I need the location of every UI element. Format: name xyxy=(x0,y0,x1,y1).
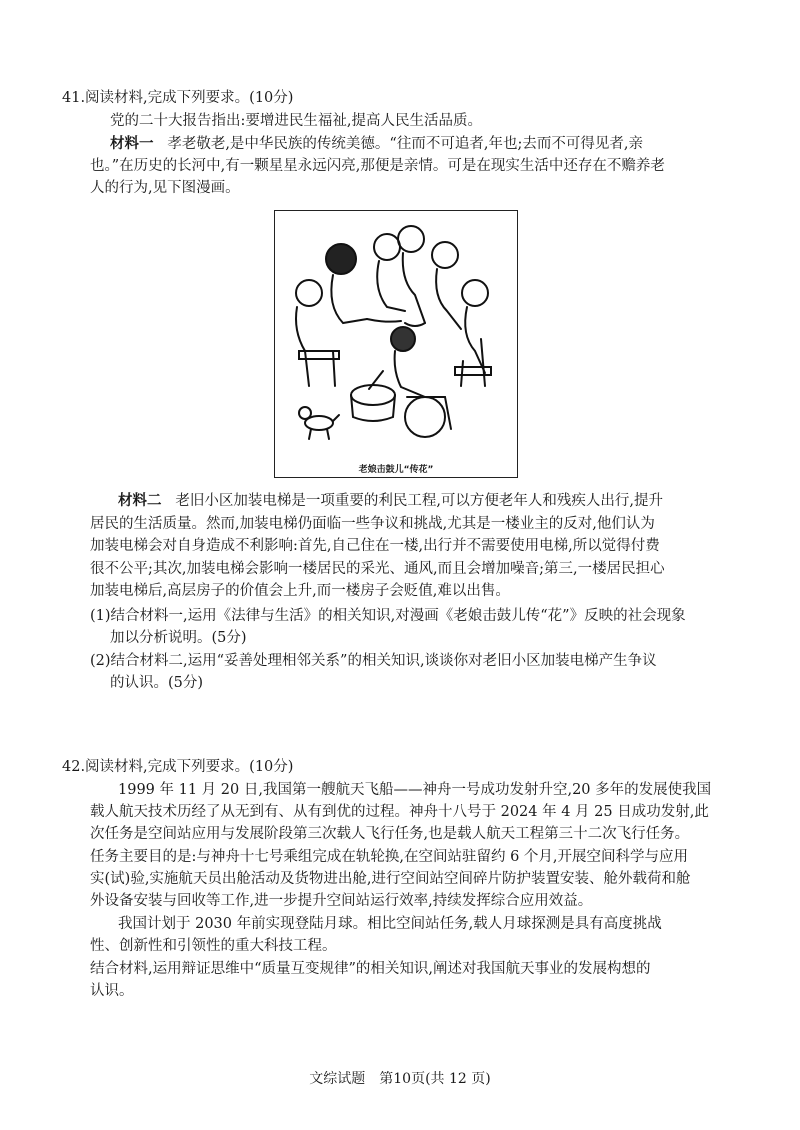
q41-material2-line3: 加装电梯会对自身造成不利影响:首先,自己住在一楼,出行并不需要使用电梯,所以觉得付费 xyxy=(90,538,660,554)
q41-material1-line1 xyxy=(110,133,643,155)
page-footer: 文综试题 第10页(共 12 页) xyxy=(309,1071,491,1087)
material1-label: 材料一 xyxy=(110,135,154,152)
q42-para1-line6: 外设备安装与回收等工作,进一步提升空间站运行效率,持续发挥综合应用效益。 xyxy=(90,893,593,909)
material2-text-1: 老旧小区加装电梯是一项重要的利民工程,可以方便老年人和残疾人出行,提升 xyxy=(175,493,664,509)
q42-para2-line2: 性、创新性和引领性的重大科技工程。 xyxy=(90,938,337,954)
q42-requirement-line2: 认识。 xyxy=(90,983,134,999)
question-42-heading: 42.阅读材料,完成下列要求。(10分) xyxy=(62,759,294,775)
q41-sub1-line2: 加以分析说明。(5分) xyxy=(110,630,247,646)
q42-para1-line4: 任务主要目的是:与神舟十七号乘组完成在轨轮换,在空间站驻留约 6 个月,开展空间科学与应用 xyxy=(90,849,689,865)
cartoon-figure xyxy=(274,210,518,478)
q41-material1-line2: 也。”在历史的长河中,有一颗星星永远闪亮,那便是亲情。可是在现实生活中还存在不赡养老 xyxy=(90,158,665,174)
q41-material2-line2: 居民的生活质量。然而,加装电梯仍面临一些争议和挑战,尤其是一楼业主的反对,他们认为 xyxy=(90,516,655,532)
q42-para1-line3: 次任务是空间站应用与发展阶段第三次载人飞行任务,也是载人航天工程第三十二次飞行任务。 xyxy=(90,826,690,842)
material2-label: 材料二 xyxy=(118,492,162,509)
q42-para2-line1: 我国计划于 2030 年前实现登陆月球。相比空间站任务,载人月球探测是具有高度挑战 xyxy=(118,916,662,932)
q41-sub2-line2: 的认识。(5分) xyxy=(110,675,204,691)
q41-intro: 党的二十大报告指出:要增进民生福祉,提高人民生活品质。 xyxy=(110,113,482,129)
q42-para1-line5: 实(试)验,实施航天员出舱活动及货物进出舱,进行空间站空间碎片防护装置安装、舱外载荷和舱 xyxy=(90,871,691,887)
q41-material1-line3: 人的行为,见下图漫画。 xyxy=(90,180,240,196)
q42-requirement-line1: 结合材料,运用辩证思维中“质量互变规律”的相关知识,阐述对我国航天事业的发展构想的 xyxy=(90,961,651,977)
material1-text-1: 孝老敬老,是中华民族的传统美德。“往而不可追者,年也;去而不可得见者,亲 xyxy=(167,136,643,152)
q41-sub2-line1: (2)结合材料二,运用“妥善处理相邻关系”的相关知识,谈谈你对老旧小区加装电梯产生争议 xyxy=(90,653,657,669)
q41-sub1-line1: (1)结合材料一,运用《法律与生活》的相关知识,对漫画《老娘击鼓儿传“花”》反映的社会现象 xyxy=(90,608,686,624)
q41-material2-line5: 加装电梯后,高层房子的价值会上升,而一楼房子会贬值,难以出售。 xyxy=(90,583,510,599)
q41-material2-line1 xyxy=(118,490,663,512)
q41-material2-line4: 很不公平;其次,加装电梯会影响一楼居民的采光、通风,而且会增加噪音;第三,一楼居民担心 xyxy=(90,561,665,577)
cartoon-illustration xyxy=(275,211,516,465)
q42-para1-line1: 1999 年 11 月 20 日,我国第一艘航天飞船——神舟一号成功发射升空,20 多年的发展使我国 xyxy=(118,782,712,798)
question-41-heading: 41.阅读材料,完成下列要求。(10分) xyxy=(62,90,294,106)
q42-para1-line2: 载人航天技术历经了从无到有、从有到优的过程。神舟十八号于 2024 年 4 月 25 日成功发射,此 xyxy=(90,804,709,820)
cartoon-caption: 老娘击鼓儿“传花” xyxy=(358,465,434,475)
